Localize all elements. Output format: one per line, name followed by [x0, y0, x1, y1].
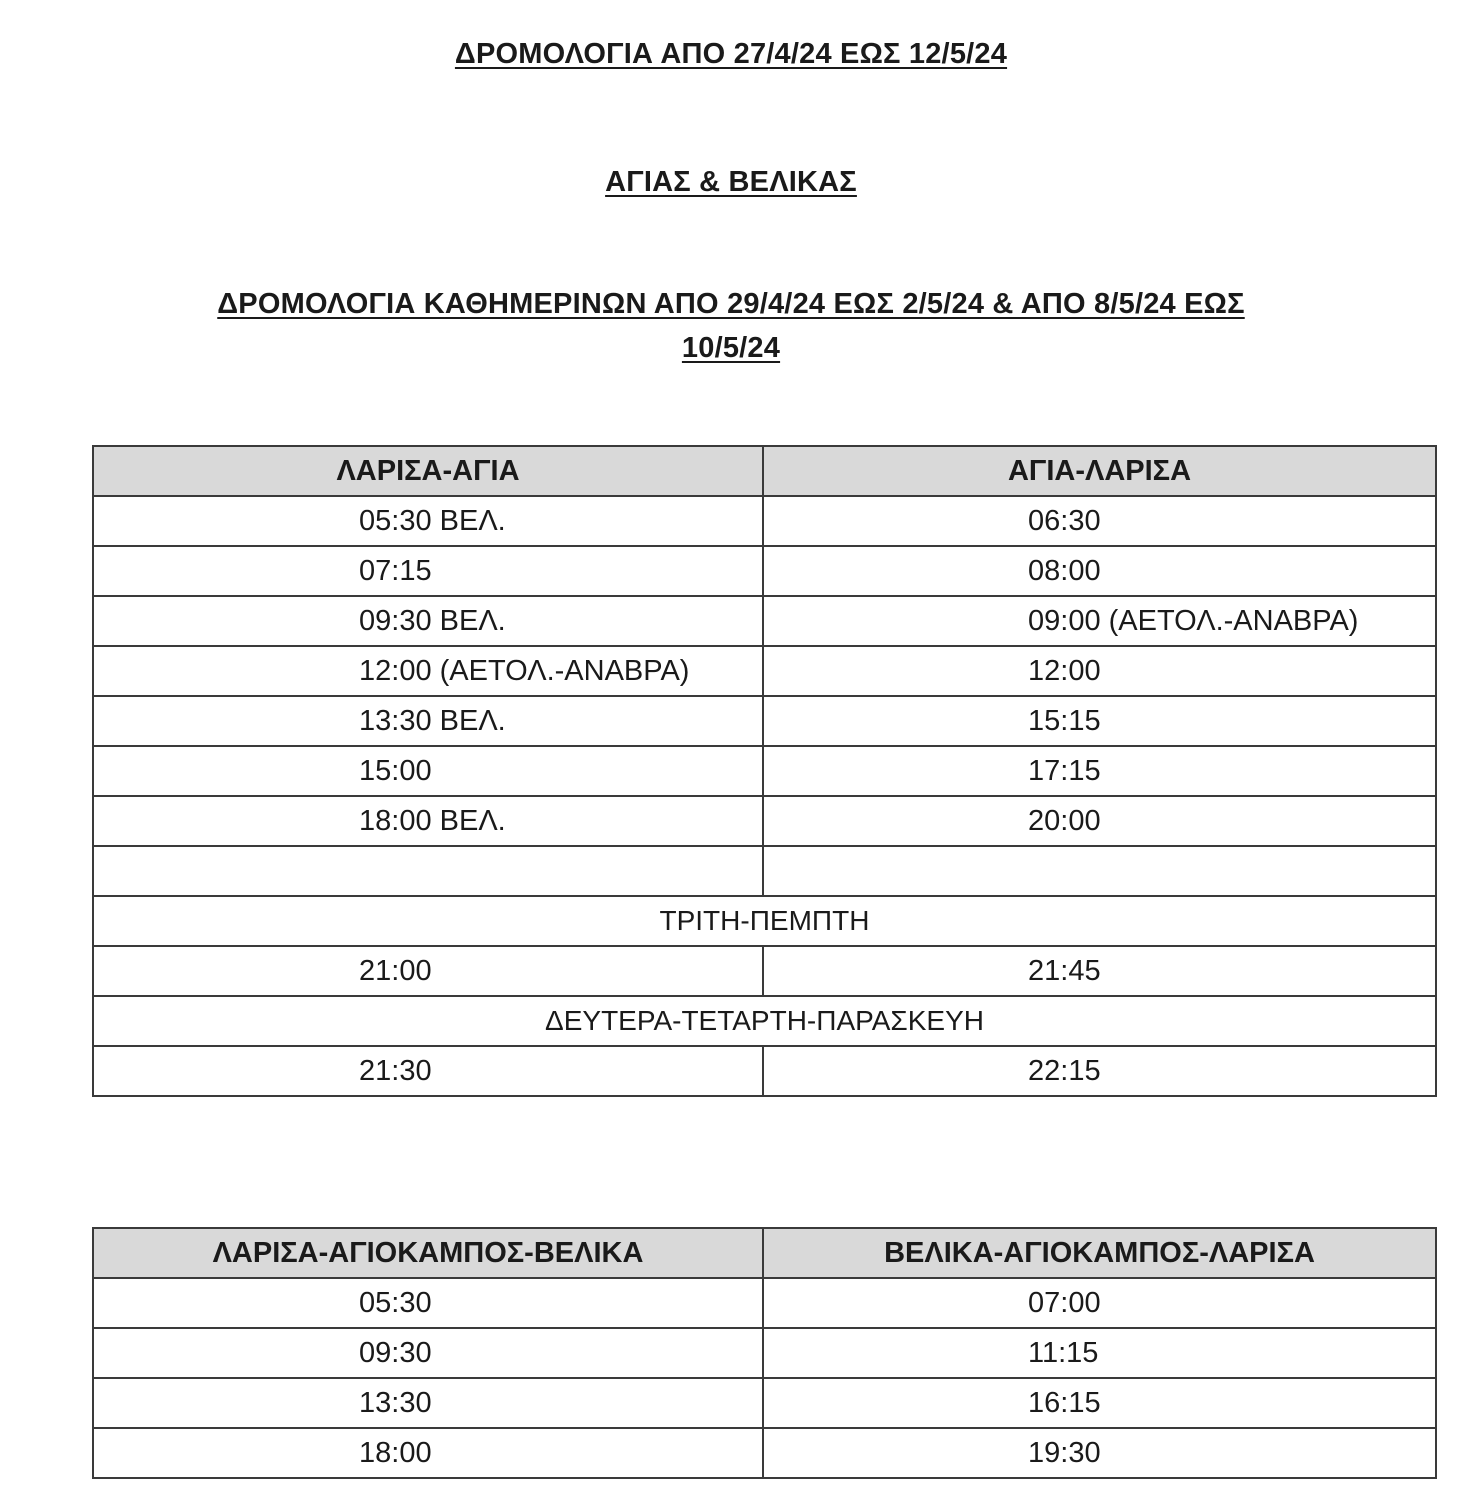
departure-larisa-agia [93, 846, 763, 896]
departure-larisa-agia: 07:15 [93, 546, 763, 596]
departure-agia-larisa: 06:30 [763, 496, 1436, 546]
table-row [93, 596, 1436, 646]
departure-velika-larisa: 19:30 [763, 1428, 1436, 1478]
departure-larisa-agia: 15:00 [93, 746, 763, 796]
departure-agia-larisa: 09:00 (ΑΕΤΟΛ.-ΑΝΑΒΡΑ) [763, 596, 1436, 646]
table-row-empty [93, 846, 1436, 896]
departure-agia-larisa: 08:00 [763, 546, 1436, 596]
table-row [93, 496, 1436, 546]
departure-agia-larisa: 15:15 [763, 696, 1436, 746]
table-row [93, 1428, 1436, 1478]
departure-velika-larisa: 11:15 [763, 1328, 1436, 1378]
column-header-velika-larisa: ΒΕΛΙΚΑ-ΑΓΙΟΚΑΜΠΟΣ-ΛΑΡΙΣΑ [763, 1228, 1436, 1278]
departure-velika-larisa: 07:00 [763, 1278, 1436, 1328]
departure-larisa-agia: 21:30 [93, 1046, 763, 1096]
weekday-heading-line-1: ΔΡΟΜΟΛΟΓΙΑ ΚΑΘΗΜΕΡΙΝΩΝ ΑΠΟ 29/4/24 ΕΩΣ 2/5/24 & ΑΠΟ 8/5/24 ΕΩΣ [217, 288, 1245, 320]
departure-larisa-agia: 21:00 [93, 946, 763, 996]
weekday-schedule-heading [0, 282, 1462, 370]
table-header-row [93, 1228, 1436, 1278]
departure-velika-larisa: 16:15 [763, 1378, 1436, 1428]
table-row [93, 696, 1436, 746]
agia-schedule-table [92, 445, 1437, 1097]
table-row [93, 546, 1436, 596]
table-row [93, 646, 1436, 696]
departure-agia-larisa: 12:00 [763, 646, 1436, 696]
weekday-heading-line-2: 10/5/24 [681, 332, 781, 364]
departure-larisa-velika: 13:30 [93, 1378, 763, 1428]
velika-schedule-table [92, 1227, 1437, 1479]
table-row [93, 796, 1436, 846]
page-subtitle-text: ΑΓΙΑΣ & ΒΕΛΙΚΑΣ [605, 166, 857, 198]
day-group-tue-thu: ΤΡΙΤΗ-ΠΕΜΠΤΗ [93, 896, 1436, 946]
departure-larisa-velika: 09:30 [93, 1328, 763, 1378]
departure-agia-larisa [763, 846, 1436, 896]
departure-agia-larisa: 17:15 [763, 746, 1436, 796]
day-group-row [93, 896, 1436, 946]
table-row [93, 1278, 1436, 1328]
table-header-row [93, 446, 1436, 496]
departure-larisa-velika: 18:00 [93, 1428, 763, 1478]
column-header-larisa-velika: ΛΑΡΙΣΑ-ΑΓΙΟΚΑΜΠΟΣ-ΒΕΛΙΚΑ [93, 1228, 763, 1278]
departure-larisa-agia: 12:00 (ΑΕΤΟΛ.-ΑΝΑΒΡΑ) [93, 646, 763, 696]
departure-agia-larisa: 21:45 [763, 946, 1436, 996]
column-header-agia-larisa: ΑΓΙΑ-ΛΑΡΙΣΑ [763, 446, 1436, 496]
table-row [93, 746, 1436, 796]
table-row [93, 1328, 1436, 1378]
page-subtitle [0, 160, 1462, 204]
table-row [93, 1378, 1436, 1428]
page-title [0, 32, 1462, 76]
departure-larisa-agia: 13:30 ΒΕΛ. [93, 696, 763, 746]
table-row [93, 1046, 1436, 1096]
table-row [93, 946, 1436, 996]
day-group-mon-wed-fri: ΔΕΥΤΕΡΑ-ΤΕΤΑΡΤΗ-ΠΑΡΑΣΚΕΥΗ [93, 996, 1436, 1046]
day-group-row [93, 996, 1436, 1046]
departure-larisa-velika: 05:30 [93, 1278, 763, 1328]
departure-larisa-agia: 05:30 ΒΕΛ. [93, 496, 763, 546]
page-title-text: ΔΡΟΜΟΛΟΓΙΑ ΑΠΟ 27/4/24 ΕΩΣ 12/5/24 [454, 38, 1008, 70]
departure-larisa-agia: 18:00 ΒΕΛ. [93, 796, 763, 846]
departure-agia-larisa: 22:15 [763, 1046, 1436, 1096]
departure-larisa-agia: 09:30 ΒΕΛ. [93, 596, 763, 646]
departure-agia-larisa: 20:00 [763, 796, 1436, 846]
column-header-larisa-agia: ΛΑΡΙΣΑ-ΑΓΙΑ [93, 446, 763, 496]
